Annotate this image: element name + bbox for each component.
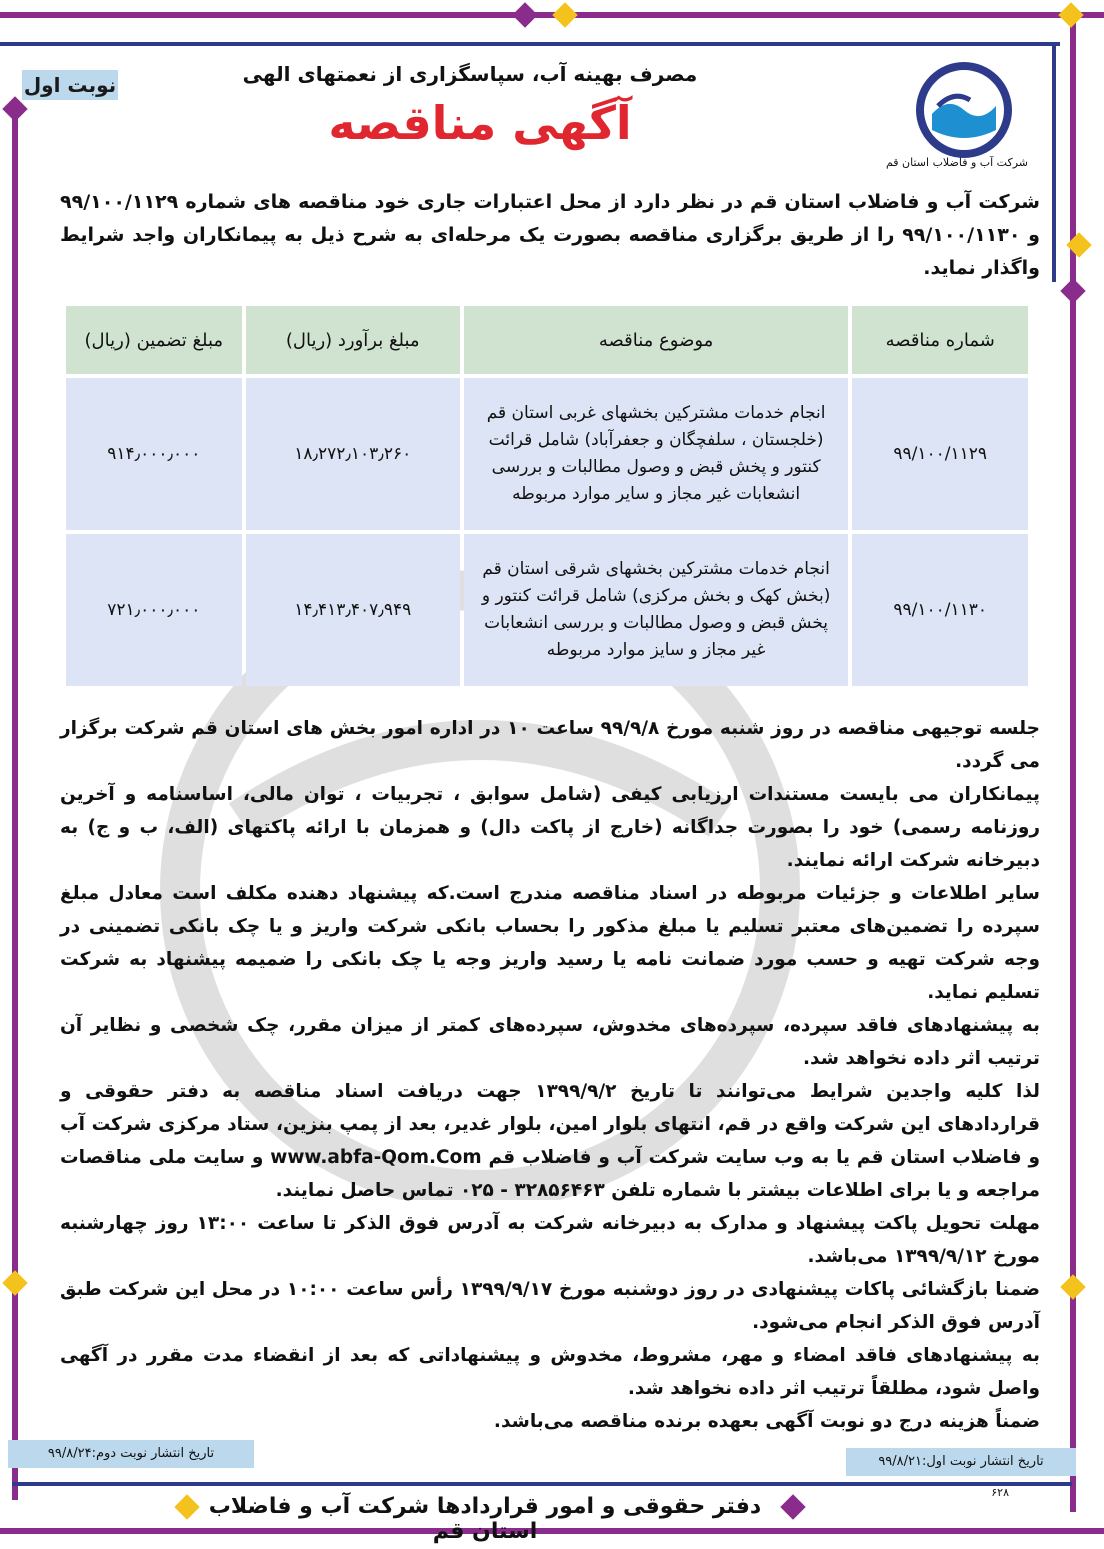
paragraph-qualification: پیمانکاران می بایست مستندات ارزیابی کیفی (شامل سوابق ، تجربیات ، توان مالی، اساسنامه و آخرین روزنامه رسمی) خود را بصورت جداگانه (خارج از پاکت دال) و همزمان با ارائه پاکتهای (الف، ب و ج) به دبیرخانه شرکت ارائه نمایند.: [60, 784, 1040, 871]
second-publication-date: تاریخ انتشار نوبت دوم:۹۹/۸/۲۴: [8, 1440, 254, 1468]
paragraph-documents: لذا کلیه واجدین شرایط می‌توانند تا تاریخ ۱۳۹۹/۹/۲ جهت دریافت اسناد مناقصه به دفتر حقوقی و قراردادهای این شرکت واقع در قم، انتهای بلوار امین، بلوار غدیر، بعد از پمپ بنزین، ستاد مرکزی شرکت آب و فاضلاب استان قم یا به وب سایت شرکت آب و فاضلاب قم www.abfa-Qom.Com و سایت ملی مناقصات مراجعه و یا برای اطلاعات بیشتر با شماره تلفن ۳۲۸۵۶۴۶۳ - ۰۲۵ تماس حاصل نمایند.: [60, 1081, 1041, 1201]
footer-office: دفتر حقوقی و امور قراردادها شرکت آب و فاضلاب استان قم: [208, 1494, 762, 1544]
table-header-row: [66, 306, 1028, 374]
cell-subject: انجام خدمات مشترکین بخشهای غربی استان قم (خلجستان ، سلفچگان و جعفرآباد) شامل قرائت کنتور و پخش قبض و وصول مطالبات و بررسی انشعابات غیر مجاز و سایر موارد مربوطه: [464, 378, 849, 530]
ad-code: ۶۲۸: [991, 1486, 1009, 1499]
diamond-ornament-icon: [1058, 2, 1083, 27]
cell-guarantee: ۷۲۱٫۰۰۰٫۰۰۰: [66, 534, 242, 686]
paragraph-invalid-offers: به پیشنهادهای فاقد امضاء و مهر، مشروط، مخدوش و پیشنهاداتی که بعد از انقضاء مدت مقرر در آگهی واصل شود، مطلقاً ترتیب اثر داده نخواهد شد.: [60, 1345, 1040, 1399]
cell-number: ۹۹/۱۰۰/۱۱۲۹: [852, 378, 1028, 530]
cell-number: ۹۹/۱۰۰/۱۱۳۰: [852, 534, 1028, 686]
conditions-text: [60, 712, 1040, 1438]
table-row: [66, 534, 1028, 686]
paragraph-opening: ضمنا بازگشائی پاکات پیشنهادی در روز دوشنبه مورخ ۱۳۹۹/۹/۱۷ رأس ساعت ۱۰:۰۰ در محل این شرکت طبق آدرس فوق الذکر انجام می‌شود.: [60, 1279, 1041, 1333]
diamond-ornament-icon: [2, 1270, 27, 1295]
diamond-ornament-icon: [552, 2, 577, 27]
table-row: [66, 378, 1028, 530]
header-number: شماره مناقصه: [852, 306, 1028, 374]
diamond-ornament-icon: [512, 2, 537, 27]
first-publication-date: تاریخ انتشار نوبت اول:۹۹/۸/۲۱: [846, 1448, 1076, 1476]
diamond-ornament-icon: [780, 1494, 805, 1519]
header-guarantee: مبلغ تضمین (ریال): [66, 306, 242, 374]
cell-estimate: ۱۸٫۲۷۲٫۱۰۳٫۲۶۰: [246, 378, 460, 530]
header-subject: موضوع مناقصه: [464, 306, 849, 374]
paragraph-deposit: سایر اطلاعات و جزئیات مربوطه در اسناد مناقصه مندرج است.که پیشنهاد دهنده مکلف است معادل مبلغ سپرده را تضمین‌های معتبر تسلیم یا مبلغ مذکور را بحساب بانکی شرکت واریز و یا چک بانکی تضمینی در وجه شرکت تهیه و حسب مورد ضمانت نامه یا رسید واریز وجه یا چک بانکی را ضمیمه پیشنهاد به شرکت تسلیم نماید.: [60, 883, 1040, 1003]
cell-estimate: ۱۴٫۴۱۳٫۴۰۷٫۹۴۹: [246, 534, 460, 686]
page-title: آگهی مناقصه: [328, 96, 632, 150]
frame-right-inner: [1052, 42, 1056, 282]
paragraph-cost: ضمناً هزینه درج دو نوبت آگهی بعهده برنده مناقصه می‌باشد.: [493, 1411, 1040, 1432]
paragraph-invalid-deposits: به پیشنهادهای فاقد سپرده، سپرده‌های مخدوش، سپرده‌های کمتر از میزان مقرر، چک شخصی و نظایر آن ترتیب اثر داده نخواهد شد.: [60, 1015, 1040, 1069]
diamond-ornament-icon: [1060, 1274, 1085, 1299]
frame-bottom-inner: [12, 1482, 1072, 1486]
frame-top-inner: [0, 42, 1060, 46]
first-notice-badge: نوبت اول: [22, 70, 118, 100]
paragraph-briefing: جلسه توجیهی مناقصه در روز شنبه مورخ ۹۹/۹/۸ ساعت ۱۰ در اداره امور بخش های استان قم شرکت برگزار می گردد.: [60, 718, 1040, 772]
logo-caption: شرکت آب و فاضلاب استان قم: [885, 156, 1028, 169]
slogan: مصرف بهینه آب، سپاسگزاری از نعمتهای الهی: [242, 62, 698, 86]
intro-paragraph: شرکت آب و فاضلاب استان قم در نظر دارد از محل اعتبارات جاری خود مناقصه های شماره ۹۹/۱۰۰/۱۱۲۹ و ۹۹/۱۰۰/۱۱۳۰ را از طریق برگزاری مناقصه بصورت یک مرحله‌ای به شرح ذیل به پیمانکاران واجد شرایط واگذار نماید.: [60, 191, 1040, 279]
cell-guarantee: ۹۱۴٫۰۰۰٫۰۰۰: [66, 378, 242, 530]
diamond-ornament-icon: [1060, 278, 1085, 303]
tender-table: [62, 302, 1032, 690]
header-estimate: مبلغ برآورد (ریال): [246, 306, 460, 374]
company-logo: [914, 60, 1014, 160]
cell-subject: انجام خدمات مشترکین بخشهای شرقی استان قم (بخش کهک و بخش مرکزی) شامل قرائت کنتور و پخش قبض و وصول مطالبات و بررسی انشعابات غیر مجاز و سایز موارد مربوطه: [464, 534, 849, 686]
diamond-ornament-icon: [2, 96, 27, 121]
paragraph-deadline: مهلت تحویل پاکت پیشنهاد و مدارک به دبیرخانه شرکت به آدرس فوق الذکر تا ساعت ۱۳:۰۰ روز چهارشنبه مورخ ۱۳۹۹/۹/۱۲ می‌باشد.: [60, 1213, 1040, 1267]
